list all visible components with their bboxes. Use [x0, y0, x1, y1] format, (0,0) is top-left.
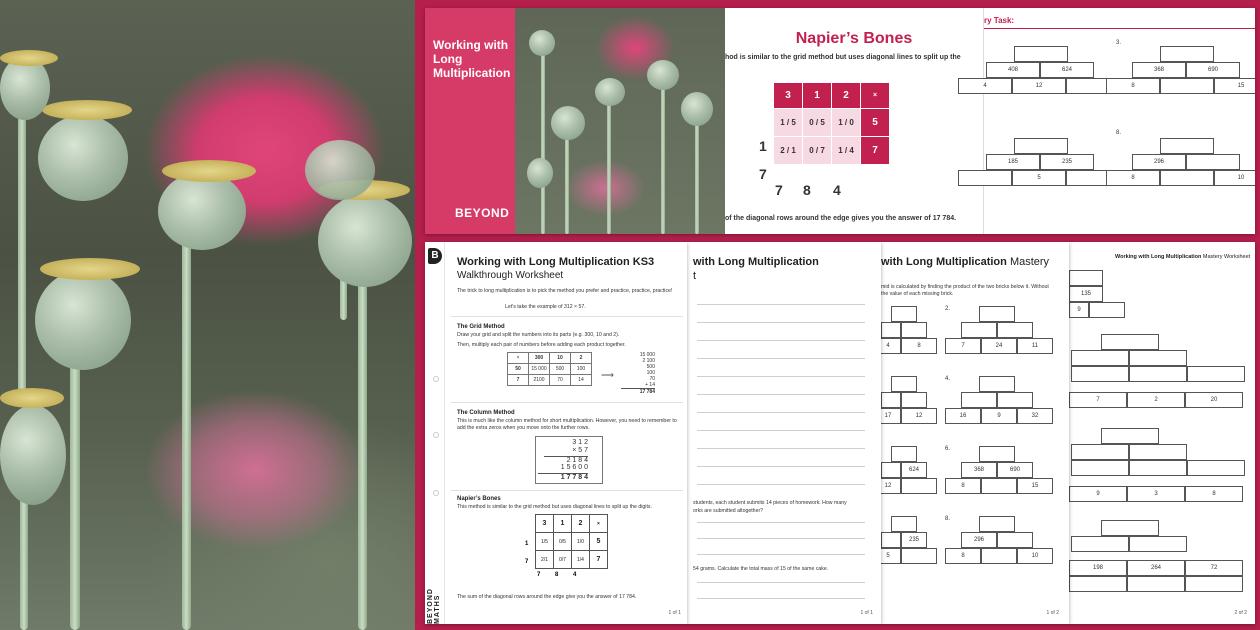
- napier-heading: Napier’s Bones: [457, 496, 501, 502]
- walkthrough-worksheet: B BEYOND MATHS Working with Long Multiplication KS3 Walkthrough Worksheet The trick to long multiplication is to pick the method you prefer and practice, practice, practice! Let's take the example of 312 × 57. The Grid Method Draw your grid and split the numbers into its parts (e.g. 300, 10 and 2). Then, multiply each pair of numbers before adding each product together. × 300 10 2 50 15 000 500 100 7 2100 70 14 ⟶ 15 000 2 100 500 100 70 + 14 17 784 The Column Method This is much like the column method for short multiplication. However, you need to remember to add the extra zeros when you move onto the further rows. 3 1 2 × 5 7 2 1 8 4 1 5 6 0 0 1 7 7 8 4 Napier’s Bones This method is similar to the grid method but uses diagonal lines to split up the digits. 3 1 2 × 1/5 0/5 1/0 5 2/1 0/7 1/4 7 1 7 7 8 4 The sum of the diagonal rows around the edge give you the answer of 17 784. 1 of 1: [425, 242, 687, 624]
- page-number: 1 of 1: [668, 610, 681, 616]
- beyond-b-logo: B: [428, 248, 442, 264]
- grid-method-heading: The Grid Method: [457, 324, 505, 330]
- title-underline: [984, 28, 1255, 29]
- slide-title: Working with Long Multiplication: [433, 38, 511, 80]
- napier-slide-title: Napier’s Bones: [795, 30, 913, 47]
- grid-cell: 1 / 5: [774, 109, 803, 137]
- punch-hole: [433, 490, 439, 496]
- grid-header-cell: ×: [861, 83, 890, 109]
- grid-cell: 0 / 7: [803, 137, 832, 165]
- mastery-slide: ry Task: 408 624 4 12 3. 368 690 8 15 185 235 5 8. 296 8 10: [983, 8, 1255, 234]
- grid-cell: 2 / 1: [774, 137, 803, 165]
- worksheet-header: Working with Long Multiplication Mastery Worksheet: [1115, 254, 1251, 260]
- worksheet-title: Working with Long Multiplication KS3: [457, 256, 655, 268]
- example-text: Let's take the example of 312 × 57.: [505, 304, 586, 310]
- mastery-worksheet-page-2: Working with Long Multiplication Mastery Worksheet 135 9 7 2 20 9 3 8 198 264 72 2 of 2: [1069, 242, 1255, 624]
- napier-slide-description: hod is similar to the grid method but uses diagonal lines to split up the: [725, 54, 961, 61]
- grid-method-text: Then, multiply each pair of numbers before adding each product together.: [457, 342, 626, 348]
- grid-method-table: × 300 10 2 50 15 000 500 100 7 2100 70 14: [507, 352, 592, 386]
- worksheet-title: with Long Multiplication Mastery: [881, 256, 1050, 268]
- title-slide: [425, 8, 725, 234]
- question-text: orks are submitted altogether?: [693, 508, 764, 514]
- page-number: 2 of 2: [1234, 610, 1247, 616]
- slide-poppy-photo: [515, 8, 725, 234]
- napier-slide: [725, 8, 983, 234]
- question-text: 54 grams. Calculate the total mass of 15 of the same cake.: [693, 566, 829, 572]
- column-method-text: This is much like the column method for short multiplication. However, you need to remember to add the extra zeros when you move onto the further rows.: [457, 418, 677, 431]
- grid-header-cell: 2: [832, 83, 861, 109]
- page-number: 1 of 1: [860, 610, 873, 616]
- worksheet-margin: [425, 242, 445, 624]
- grid-side-cell: 7: [861, 137, 890, 165]
- grid-header-cell: 1: [803, 83, 832, 109]
- worksheet-subtitle: Walkthrough Worksheet: [457, 270, 564, 281]
- napier-text: This method is similar to the grid method but uses diagonal lines to split up the digits.: [457, 504, 652, 510]
- column-method-heading: The Column Method: [457, 410, 515, 416]
- napier-bones-grid: [773, 82, 890, 165]
- column-method-box: 3 1 2 × 5 7 2 1 8 4 1 5 6 0 0 1 7 7 8 4: [535, 436, 603, 484]
- beyond-logo: BEYOND: [455, 206, 510, 220]
- intro-text: The trick to long multiplication is to pick the method you prefer and practice, practice, practice!: [457, 288, 673, 294]
- questions-worksheet: with Long Multiplication t students, each student submits 14 pieces of homework. How many orks are submitted altogether? 54 grams. Calculate the total mass of 15 of the same cake. 1 of 1: [687, 242, 881, 624]
- grid-left-digit: 1: [759, 138, 767, 154]
- grid-cell: 1 / 4: [832, 137, 861, 165]
- grid-bottom-digit: 8: [803, 182, 811, 198]
- napier-slide-footer: of the diagonal rows around the edge gives you the answer of 17 784.: [725, 215, 957, 222]
- arrow-icon: ⟶: [601, 370, 614, 380]
- napier-footer: The sum of the diagonal rows around the edge give you the answer of 17 784.: [457, 594, 637, 600]
- page-number: 1 of 2: [1046, 610, 1059, 616]
- grid-side-cell: 5: [861, 109, 890, 137]
- poppy-photo: [0, 0, 415, 630]
- mastery-worksheet: with Long Multiplication Mastery mid is calculated by finding the product of the two bricks below it. Without the value of each missing brick. 4 8 2. 7 24 11 17 12 4. 16 9 32 624 12 6. 368 690 8 15 235 5 8. 296 8 10 1 of 2: [881, 242, 1069, 624]
- question-text: students, each student submits 14 pieces of homework. How many: [693, 500, 847, 506]
- punch-hole: [433, 432, 439, 438]
- grid-cell: 0 / 5: [803, 109, 832, 137]
- worksheet-title: with Long Multiplication: [693, 256, 819, 268]
- napier-bones-grid: 3 1 2 × 1/5 0/5 1/0 5 2/1 0/7 1/4 7: [535, 514, 608, 569]
- mastery-slide-title: ry Task:: [984, 16, 1015, 25]
- punch-hole: [433, 376, 439, 382]
- grid-sum-column: 15 000 2 100 500 100 70 + 14 17 784: [621, 352, 655, 395]
- grid-header-cell: 3: [774, 83, 803, 109]
- brand-vertical: BEYOND MATHS: [427, 588, 441, 624]
- grid-bottom-digit: 7: [775, 182, 783, 198]
- grid-bottom-digit: 4: [833, 182, 841, 198]
- grid-cell: 1 / 0: [832, 109, 861, 137]
- slide-preview-strip: [425, 8, 1255, 234]
- grid-left-digit: 7: [759, 166, 767, 182]
- grid-method-text: Draw your grid and split the numbers into its parts (e.g. 300, 10 and 2).: [457, 332, 620, 338]
